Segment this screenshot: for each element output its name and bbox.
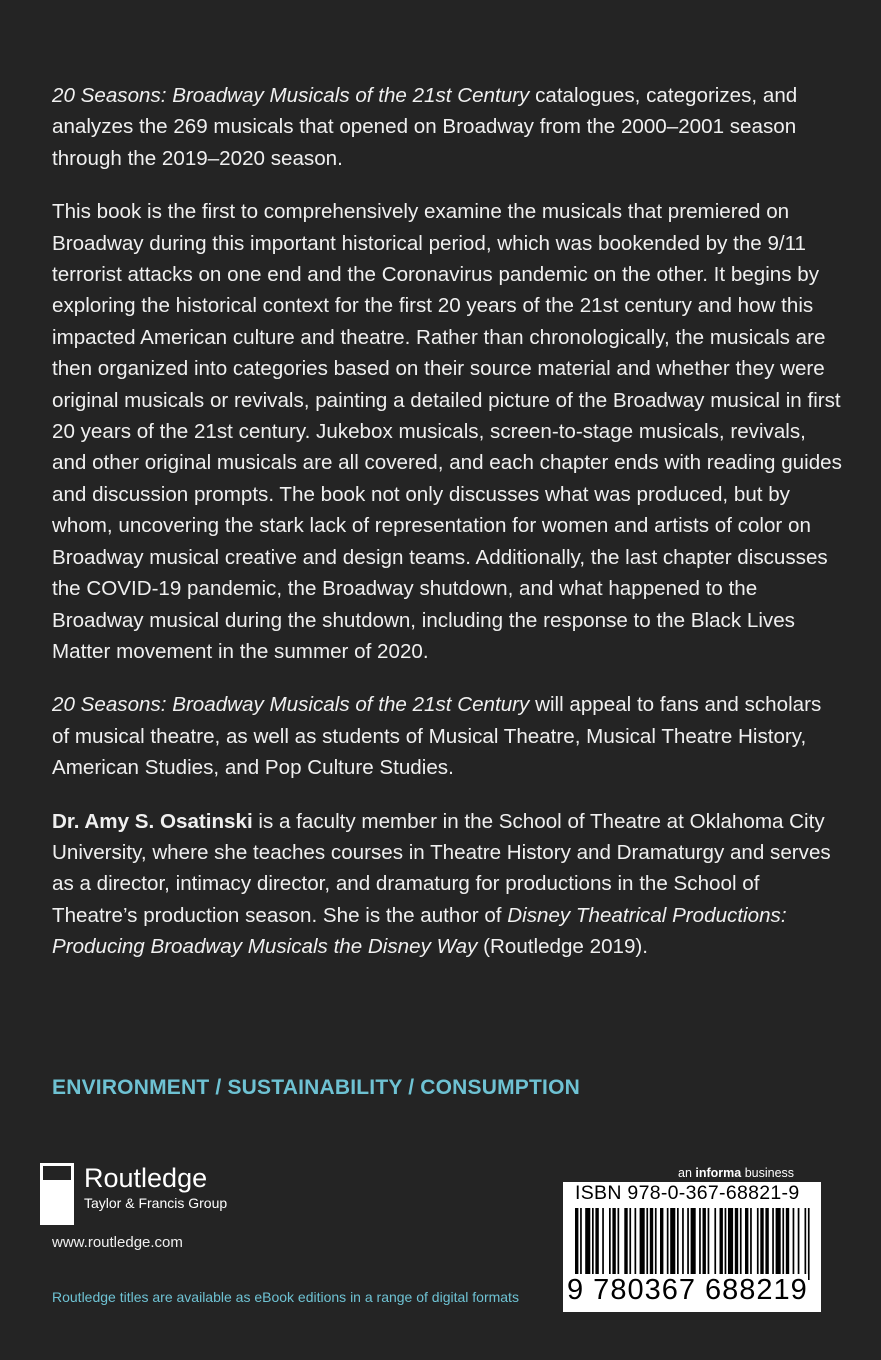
routledge-logo-icon	[40, 1163, 82, 1227]
author-bio-text-end: (Routledge 2019).	[477, 935, 649, 959]
barcode-bar	[646, 1208, 648, 1280]
barcode-bar	[776, 1208, 781, 1280]
ebook-availability-note: Routledge titles are available as eBook editions in a range of digital formats	[52, 1289, 519, 1305]
barcode-bar	[635, 1208, 637, 1280]
barcode-bar	[805, 1208, 807, 1280]
informa-suffix: business	[741, 1166, 795, 1180]
barcode-bar	[720, 1208, 723, 1280]
publisher-block	[40, 1163, 227, 1225]
barcode-bar	[691, 1208, 696, 1280]
barcode-bar	[624, 1208, 627, 1280]
barcode-bar	[580, 1208, 582, 1280]
barcode-bar	[612, 1208, 615, 1280]
barcode-bar	[609, 1208, 611, 1280]
author-bio	[52, 806, 842, 963]
barcode-bar	[699, 1208, 701, 1280]
barcode-bar	[745, 1208, 748, 1280]
book-title-italic: 20 Seasons: Broadway Musicals of the 21st Century	[52, 84, 530, 107]
author-name: Dr. Amy S. Osatinski	[52, 809, 253, 833]
description-paragraph-2: This book is the first to comprehensively examine the musicals that premiered on Broadway during this important historical period, which was bookended by the 9/11 terrorist attacks on one end and the Coronavirus pandemic on the other. It begins by exploring the historical context for the first 20 years of the 21st century and how this impacted American culture and theatre. Rather than chronologically, the musicals are then organized into categories based on their source material and whether they were original musicals or revivals, painting a detailed picture of the Broadway musical in first 20 years of the 21st century. Jukebox musicals, screen-to-stage musicals, revivals, and other original musicals are all covered, and each chapter ends with reading guides and discussion prompts. The book not only discusses what was produced, but by whom, uncovering the stark lack of representation for women and artists of color on Broadway musical creative and design teams. Additionally, the last chapter discusses the COVID-19 pandemic, the Broadway shutdown, and what happened to the Broadway musical during the shutdown, including the response to the Black Lives Matter movement in the summer of 2020.	[52, 200, 842, 663]
barcode-bar	[786, 1208, 789, 1280]
barcode-bar	[740, 1208, 742, 1280]
barcode-bar	[667, 1208, 669, 1280]
author-bio-text: is a faculty member in the School of Theatre at Oklahoma City University, where she teaches courses in Theatre History and Dramaturgy and serves as a director, intimacy director, and dramaturg for productions in the School of Theatre’s production season. She is the author of	[52, 809, 831, 927]
barcode-bar	[670, 1208, 675, 1280]
informa-business-tag	[678, 1166, 794, 1180]
barcode-bar	[703, 1208, 706, 1280]
publisher-group: Taylor & Francis Group	[84, 1195, 228, 1211]
barcode-bar	[782, 1208, 784, 1280]
barcode-bar	[660, 1208, 663, 1280]
barcode-bar	[750, 1208, 752, 1280]
description-paragraph-1	[52, 80, 842, 174]
barcode-bar	[575, 1208, 578, 1280]
barcode-bar	[640, 1208, 645, 1280]
description-text: catalogues, categorizes, and analyzes the 269 musicals that opened on Broadway from the 2000–2001 season through the 2019–2020 season.	[52, 84, 798, 170]
barcode-bar	[728, 1208, 733, 1280]
routledge-logo-text: ROUTLEDGE	[73, 1179, 82, 1227]
informa-prefix: an	[678, 1166, 696, 1180]
barcode-bar	[602, 1208, 604, 1280]
informa-brand: informa	[695, 1166, 742, 1180]
barcode-bar	[798, 1208, 800, 1280]
previous-book-title: Disney Theatrical Productions: Producing Broadway Musicals the Disney Way	[52, 903, 787, 959]
barcode-bar	[808, 1208, 810, 1280]
barcode-bar	[629, 1208, 631, 1280]
barcode-bar	[595, 1208, 598, 1280]
barcode-bar	[687, 1208, 689, 1280]
isbn-barcode	[563, 1182, 821, 1312]
barcode-bar	[592, 1208, 594, 1280]
barcode-bar	[793, 1208, 795, 1280]
barcode-bar	[725, 1208, 727, 1280]
barcode-bar	[765, 1208, 768, 1280]
description-text: will appeal to fans and scholars of musical theatre, as well as students of Musical Theatre, Musical Theatre History, American Studies, and Pop Culture Studies.	[52, 693, 822, 780]
publisher-name: Routledge	[84, 1163, 208, 1193]
subject-category: ENVIRONMENT / SUSTAINABILITY / CONSUMPTION	[52, 1076, 580, 1099]
barcode-bar	[760, 1208, 763, 1280]
barcode-bar	[757, 1208, 759, 1280]
back-cover-text	[52, 80, 842, 985]
isbn-number: ISBN 978-0-367-68821-9	[575, 1182, 800, 1204]
barcode-bar	[682, 1208, 684, 1280]
barcode-bar	[677, 1208, 679, 1280]
barcode-bar	[714, 1208, 716, 1280]
publisher-website[interactable]: www.routledge.com	[52, 1234, 183, 1251]
barcode-bar	[618, 1208, 620, 1280]
description-paragraph-3	[52, 689, 842, 783]
barcode-bar	[650, 1208, 653, 1280]
barcode-digits: 9 780367 688219	[567, 1274, 808, 1306]
publisher-text	[84, 1163, 227, 1211]
book-title-italic: 20 Seasons: Broadway Musicals of the 21st Century	[52, 693, 530, 717]
barcode-bar	[585, 1208, 590, 1280]
barcode-bar	[735, 1208, 738, 1280]
barcode-bar	[655, 1208, 657, 1280]
barcode-bar	[708, 1208, 710, 1280]
barcode-bar	[772, 1208, 774, 1280]
